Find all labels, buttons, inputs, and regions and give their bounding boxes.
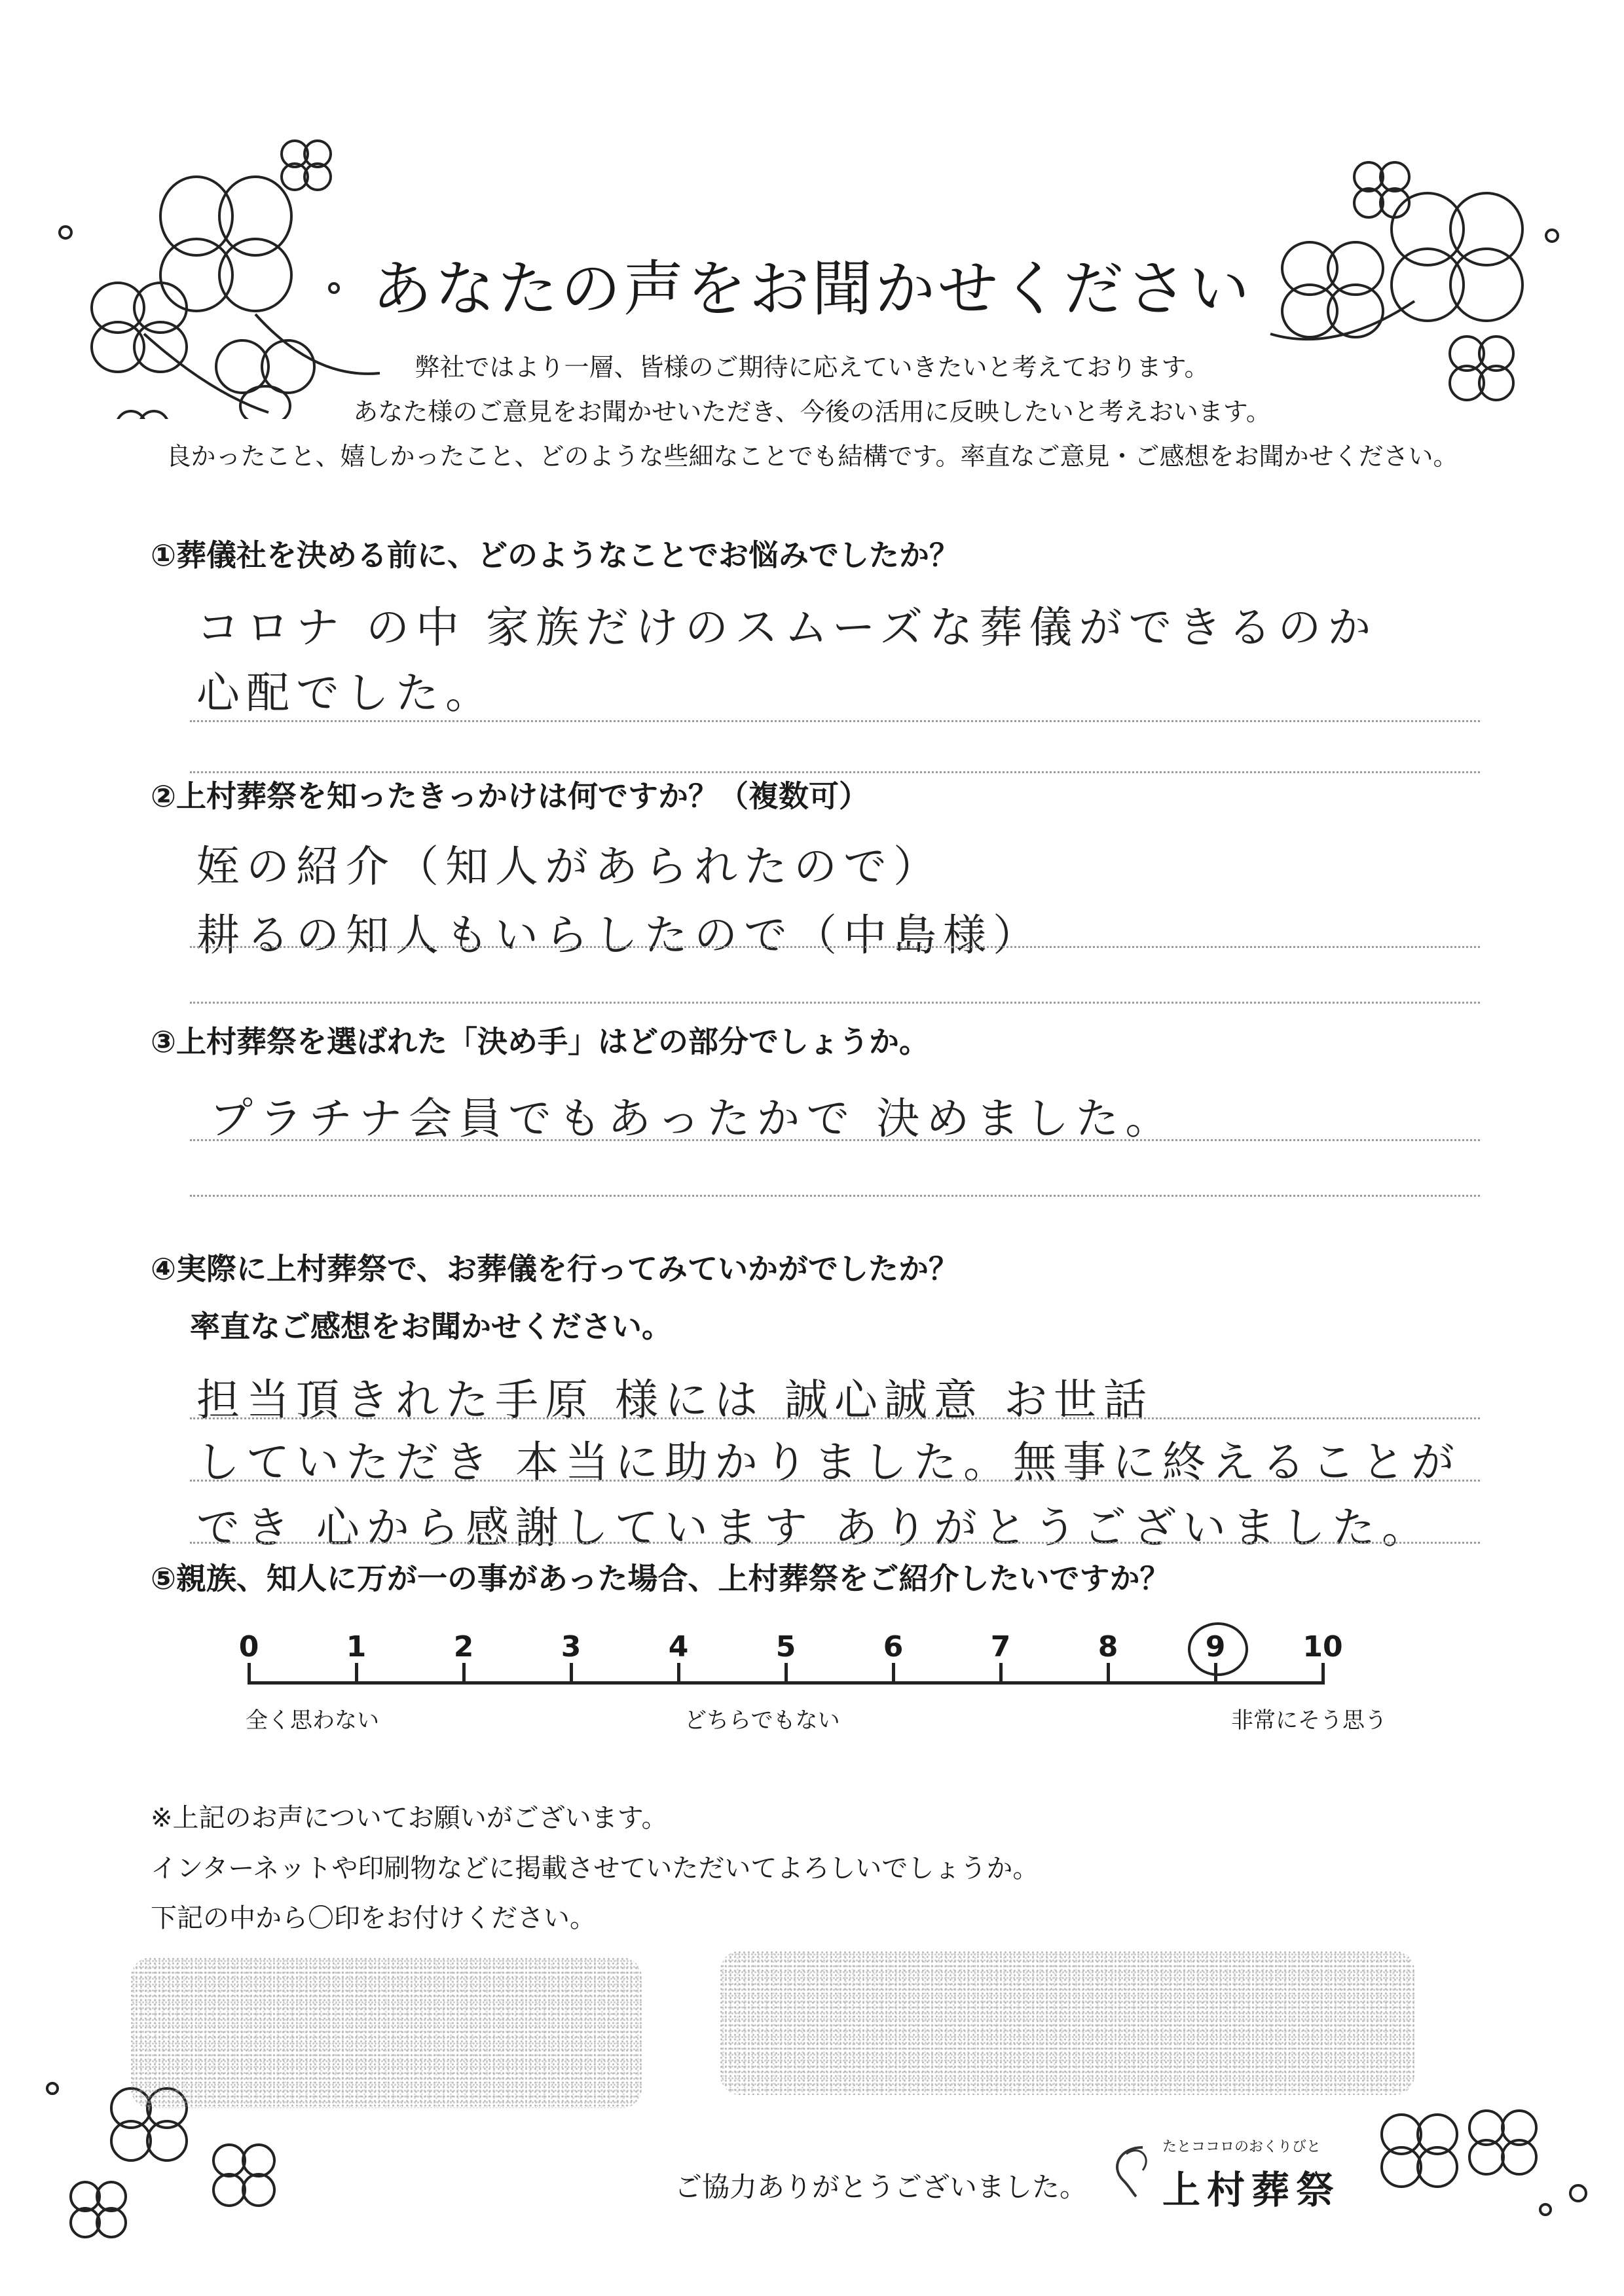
answer-rule bbox=[190, 1417, 1480, 1419]
notice-line-1: ※上記のお声についてお願いがございます。 bbox=[151, 1803, 668, 1833]
answer-3-line-1: プラチナ会員でもあったかで 決めました。 bbox=[210, 1093, 1175, 1144]
scale-label-high: 非常にそう思う bbox=[1231, 1707, 1387, 1734]
scale-number-0: 0 bbox=[238, 1630, 259, 1664]
intro-line-2: あなた様のご意見をお聞かせいただき、今後の活用に反映したいと考えおいます。 bbox=[353, 397, 1271, 426]
page-title: あなたの声をお聞かせください bbox=[371, 254, 1252, 324]
redacted-area-right bbox=[720, 1951, 1414, 2095]
question-5: ⑤親族、知人に万が一の事があった場合、上村葬祭をご紹介したいですか？ bbox=[151, 1561, 1170, 1596]
answer-rule bbox=[190, 1195, 1480, 1197]
scale-number-7: 7 bbox=[990, 1630, 1011, 1664]
answer-2-line-2: 耕るの知人もいらしたので（中島様） bbox=[196, 910, 1043, 960]
answer-rule bbox=[190, 946, 1480, 948]
question-2: ②上村葬祭を知ったきっかけは何ですか？（複数可） bbox=[151, 778, 869, 814]
scale-tick bbox=[570, 1663, 573, 1685]
intro-line-3: 良かったこと、嬉しかったこと、どのような些細なことでも結構です。率直なご意見・ご感想をお聞かせください。 bbox=[166, 442, 1458, 471]
scale-number-2: 2 bbox=[453, 1630, 474, 1664]
scale-number-6: 6 bbox=[883, 1630, 904, 1664]
question-1: ①葬儀社を決める前に、どのようなことでお悩みでしたか？ bbox=[151, 538, 959, 573]
scale-number-4: 4 bbox=[668, 1630, 689, 1664]
scale-tick bbox=[355, 1663, 358, 1685]
question-3: ③上村葬祭を選ばれた「決め手」はどの部分でしょうか。 bbox=[151, 1024, 929, 1059]
scale-label-low: 全く思わない bbox=[246, 1707, 379, 1734]
scale-tick bbox=[892, 1663, 895, 1685]
scale-tick bbox=[1107, 1663, 1110, 1685]
scale-tick bbox=[999, 1663, 1003, 1685]
scale-number-8: 8 bbox=[1098, 1630, 1118, 1664]
scale-tick bbox=[248, 1663, 251, 1685]
clover-decoration-bottom-right bbox=[1362, 2075, 1598, 2246]
scale-tick bbox=[462, 1663, 466, 1685]
scale-number-1: 1 bbox=[346, 1630, 367, 1664]
answer-1-line-2: 心配でした。 bbox=[196, 668, 495, 718]
answer-rule bbox=[190, 720, 1480, 722]
selected-rating-circle bbox=[1188, 1622, 1248, 1676]
intro-line-1: 弊社ではより一層、皆様のご期待に応えていきたいと考えております。 bbox=[415, 353, 1209, 382]
answer-rule bbox=[190, 1480, 1480, 1482]
answer-rule bbox=[190, 1002, 1480, 1004]
answer-2-line-1: 姪の紹介（知人があられたので） bbox=[196, 841, 943, 892]
scale-number-10: 10 bbox=[1302, 1630, 1343, 1664]
scale-label-mid: どちらでもない bbox=[684, 1707, 840, 1734]
answer-1-line-1: コロナ の中 家族だけのスムーズな葬儀ができるのか bbox=[196, 602, 1378, 653]
question-4-line-2: 率直なご感想をお聞かせください。 bbox=[190, 1309, 672, 1344]
scale-number-9: 9 bbox=[1205, 1630, 1226, 1664]
brand-heart-icon bbox=[1107, 2141, 1153, 2200]
brand-tagline: たとココロのおくりびと bbox=[1162, 2139, 1321, 2155]
scale-number-5: 5 bbox=[775, 1630, 796, 1664]
scale-tick bbox=[1321, 1663, 1325, 1685]
footer-thanks: ご協力ありがとうございました。 bbox=[674, 2171, 1088, 2203]
answer-4-line-2: していただき 本当に助かりました。無事に終えることが bbox=[196, 1437, 1461, 1487]
answer-rule bbox=[190, 1542, 1480, 1544]
answer-4-line-1: 担当頂きれた手原 様には 誠心誠意 お世話 bbox=[196, 1375, 1153, 1425]
scale-tick bbox=[677, 1663, 680, 1685]
scale-tick bbox=[784, 1663, 788, 1685]
answer-4-line-3: でき 心から感謝しています ありがとうございました。 bbox=[196, 1503, 1431, 1553]
redacted-area-left bbox=[131, 1958, 642, 2108]
brand-name: 上村葬祭 bbox=[1162, 2168, 1341, 2212]
notice-line-3: 下記の中から〇印をお付けください。 bbox=[151, 1903, 596, 1933]
notice-line-2: インターネットや印刷物などに掲載させていただいてよろしいでしょうか。 bbox=[151, 1853, 1039, 1884]
question-4-line-1: ④実際に上村葬祭で、お葬儀を行ってみていかがでしたか？ bbox=[151, 1251, 959, 1286]
scale-number-3: 3 bbox=[561, 1630, 581, 1664]
answer-rule bbox=[190, 1139, 1480, 1141]
